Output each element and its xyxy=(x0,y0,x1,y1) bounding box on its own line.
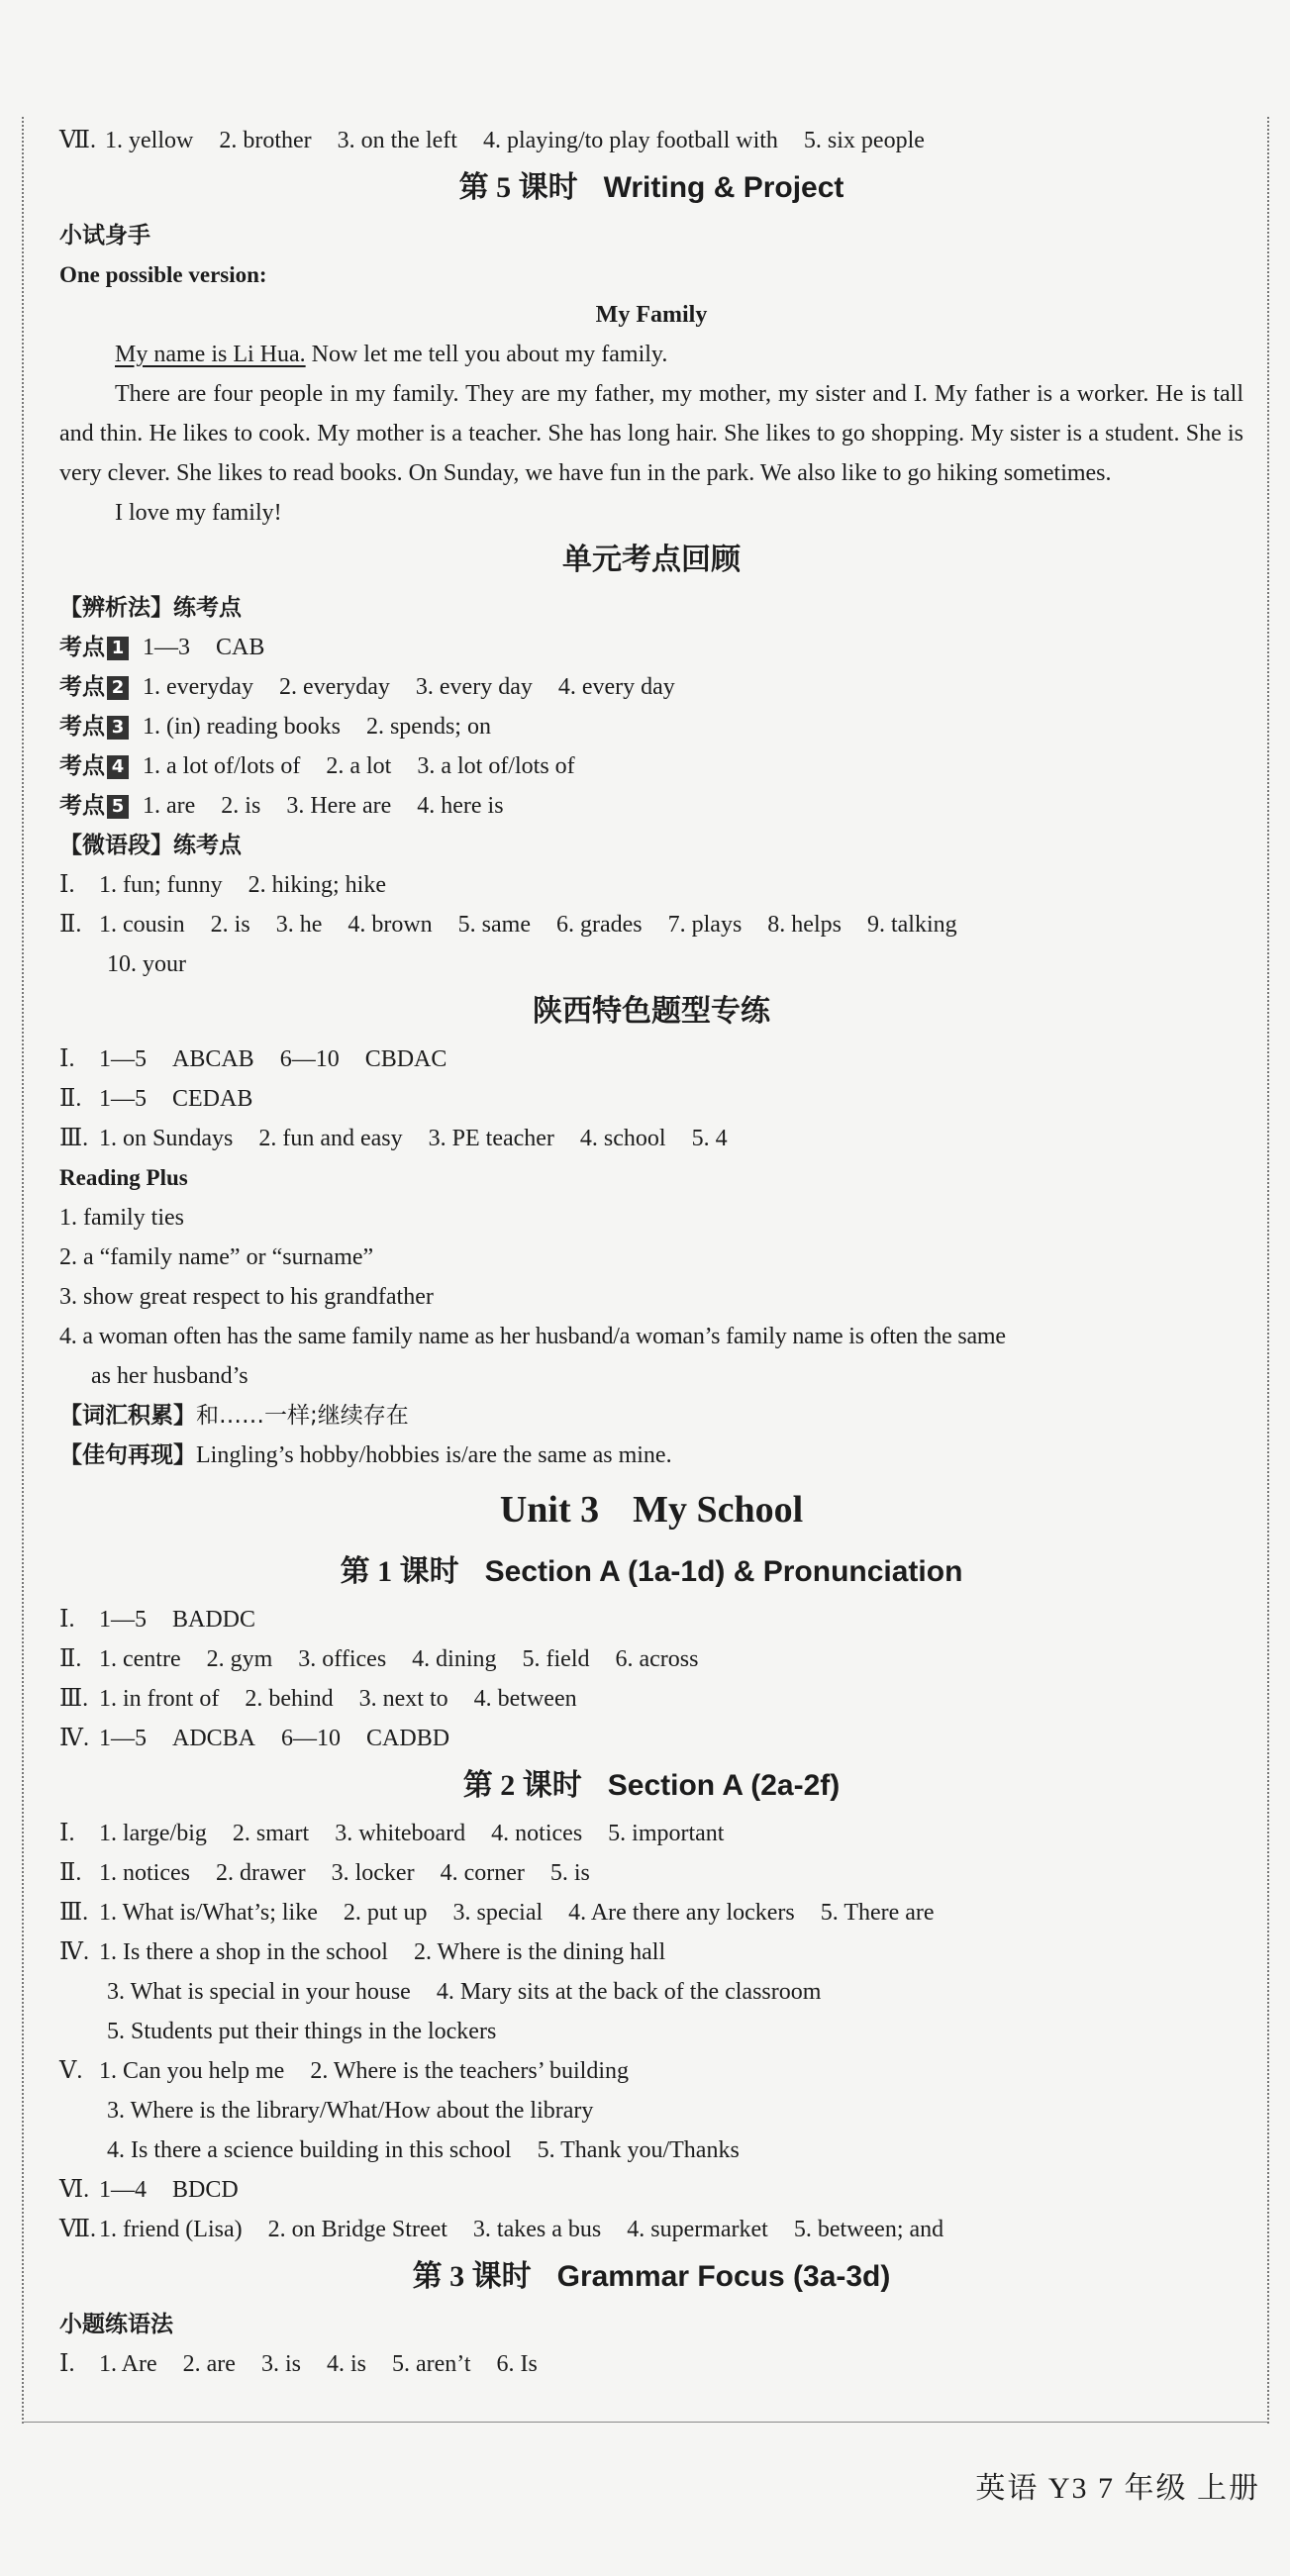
answer-row: 3. show great respect to his grandfather xyxy=(59,1284,434,1310)
answer-row-continued: 3. Where is the library/What/How about the library xyxy=(107,2098,594,2124)
answer-row-continued: as her husband’s xyxy=(91,1363,248,1389)
answer-row: Ⅶ. 1. friend (Lisa) 2. on Bridge Street 3. takes a bus 4. supermarket 5. between; and xyxy=(59,2217,944,2242)
subsection-bianxi: 【辨析法】练考点 xyxy=(59,595,242,621)
answer-row-continued: 3. What is special in your house 4. Mary sits at the back of the classroom xyxy=(107,1979,822,2005)
answer-row: Ⅲ. 1. on Sundays 2. fun and easy 3. PE teacher 4. school 5. 4 xyxy=(59,1126,728,1151)
answer-row: Ⅰ. 1—5 BADDC xyxy=(59,1607,256,1633)
answer-row: Ⅳ. 1. Is there a shop in the school 2. Where is the dining hall xyxy=(59,1939,666,1965)
bottom-rule xyxy=(22,2422,1267,2423)
answer-row: 1. family ties xyxy=(59,1205,184,1231)
answer-row-continued: 4. Is there a science building in this school 5. Thank you/Thanks xyxy=(107,2137,740,2163)
kaodian-row: 考点 3 1. (in) reading books 2. spends; on xyxy=(59,714,491,740)
answer-row: Ⅱ. 1. cousin 2. is 3. he 4. brown 5. same 6. grades 7. plays 8. helps 9. talking xyxy=(59,912,957,938)
answer-row: 2. a “family name” or “surname” xyxy=(59,1244,374,1270)
kaodian-row: 考点 2 1. everyday 2. everyday 3. every day 4. every day xyxy=(59,674,675,700)
label-grammar: 小题练语法 xyxy=(59,2312,173,2337)
unit-title: Unit 3 My School xyxy=(499,1489,804,1531)
answer-row: Ⅶ. 1. yellow 2. brother 3. on the left 4. playing/to play football with 5. six people xyxy=(59,128,925,153)
answer-row: Ⅱ. 1—5 CEDAB xyxy=(59,1086,253,1112)
section-title-lesson3: 第 3 课时 Grammar Focus (3a-3d) xyxy=(412,2260,891,2293)
answer-row: Ⅳ. 1—5 ADCBA 6—10 CADBD xyxy=(59,1726,450,1751)
answer-row: Ⅰ. 1—5 ABCAB 6—10 CBDAC xyxy=(59,1046,447,1072)
essay-paragraph-2: There are four people in my family. They are my father, my mother, my sister and I. My father is a worker. He is tall and thin. He likes to cook. My mother is a teacher. She has long hair. She likes to go shopping. My sister is a student. She is very clever. She likes to read books. On Sunday, we have fun in the park. We also like to go hiking sometimes. xyxy=(59,381,1243,486)
label-version: One possible version: xyxy=(59,262,267,287)
sentence-row: 【佳句再现】Lingling’s hobby/hobbies is/are the same as mine. xyxy=(59,1442,672,1468)
section-title-lesson5: 第 5 课时 Writing & Project xyxy=(458,171,844,204)
answer-row: Ⅵ. 1—4 BDCD xyxy=(59,2177,239,2203)
answer-row-continued: 5. Students put their things in the lockers xyxy=(107,2019,497,2044)
page-footer: 英语 Y3 7 年级 上册 xyxy=(975,2472,1260,2505)
left-border xyxy=(22,117,24,2424)
kaodian-row: 考点 5 1. are 2. is 3. Here are 4. here is xyxy=(59,793,504,819)
answer-row: 4. a woman often has the same family name as her husband/a woman’s family name is often the same xyxy=(59,1324,1006,1349)
answer-row: Ⅰ. 1. Are 2. are 3. is 4. is 5. aren’t 6. Is xyxy=(59,2351,538,2377)
section-title-shaanxi: 陕西特色题型专练 xyxy=(533,995,770,1028)
essay-title: My Family xyxy=(595,302,708,328)
section-title-lesson2: 第 2 课时 Section A (2a-2f) xyxy=(462,1769,841,1802)
essay-paragraph-3: I love my family! xyxy=(115,500,282,526)
answer-row-continued: 10. your xyxy=(107,951,186,977)
answer-row: Ⅴ. 1. Can you help me 2. Where is the teachers’ building xyxy=(59,2058,629,2084)
answer-row: Ⅲ. 1. in front of 2. behind 3. next to 4. between xyxy=(59,1686,577,1712)
label-try: 小试身手 xyxy=(59,223,150,248)
kaodian-row: 考点 4 1. a lot of/lots of 2. a lot 3. a lot of/lots of xyxy=(59,753,575,779)
answer-row: Ⅱ. 1. centre 2. gym 3. offices 4. dining 5. field 6. across xyxy=(59,1646,699,1672)
page-content xyxy=(59,121,1243,2384)
section-title-review: 单元考点回顾 xyxy=(562,544,741,576)
reading-plus-label: Reading Plus xyxy=(59,1165,188,1190)
answer-row: Ⅱ. 1. notices 2. drawer 3. locker 4. corner 5. is xyxy=(59,1860,590,1886)
answer-row: Ⅰ. 1. fun; funny 2. hiking; hike xyxy=(59,872,386,898)
right-border xyxy=(1267,117,1269,2424)
subsection-weiyuduan: 【微语段】练考点 xyxy=(59,833,242,858)
vocab-row: 【词汇积累】和……一样;继续存在 xyxy=(59,1403,409,1429)
answer-row: Ⅰ. 1. large/big 2. smart 3. whiteboard 4. notices 5. important xyxy=(59,1821,725,1846)
answer-row: Ⅲ. 1. What is/What’s; like 2. put up 3. special 4. Are there any lockers 5. There are xyxy=(59,1900,935,1926)
kaodian-row: 考点 1 1—3 CAB xyxy=(59,635,265,660)
essay-paragraph-1: My name is Li Hua. Now let me tell you about my family. xyxy=(115,342,668,367)
section-title-lesson1: 第 1 课时 Section A (1a-1d) & Pronunciation xyxy=(340,1555,963,1588)
